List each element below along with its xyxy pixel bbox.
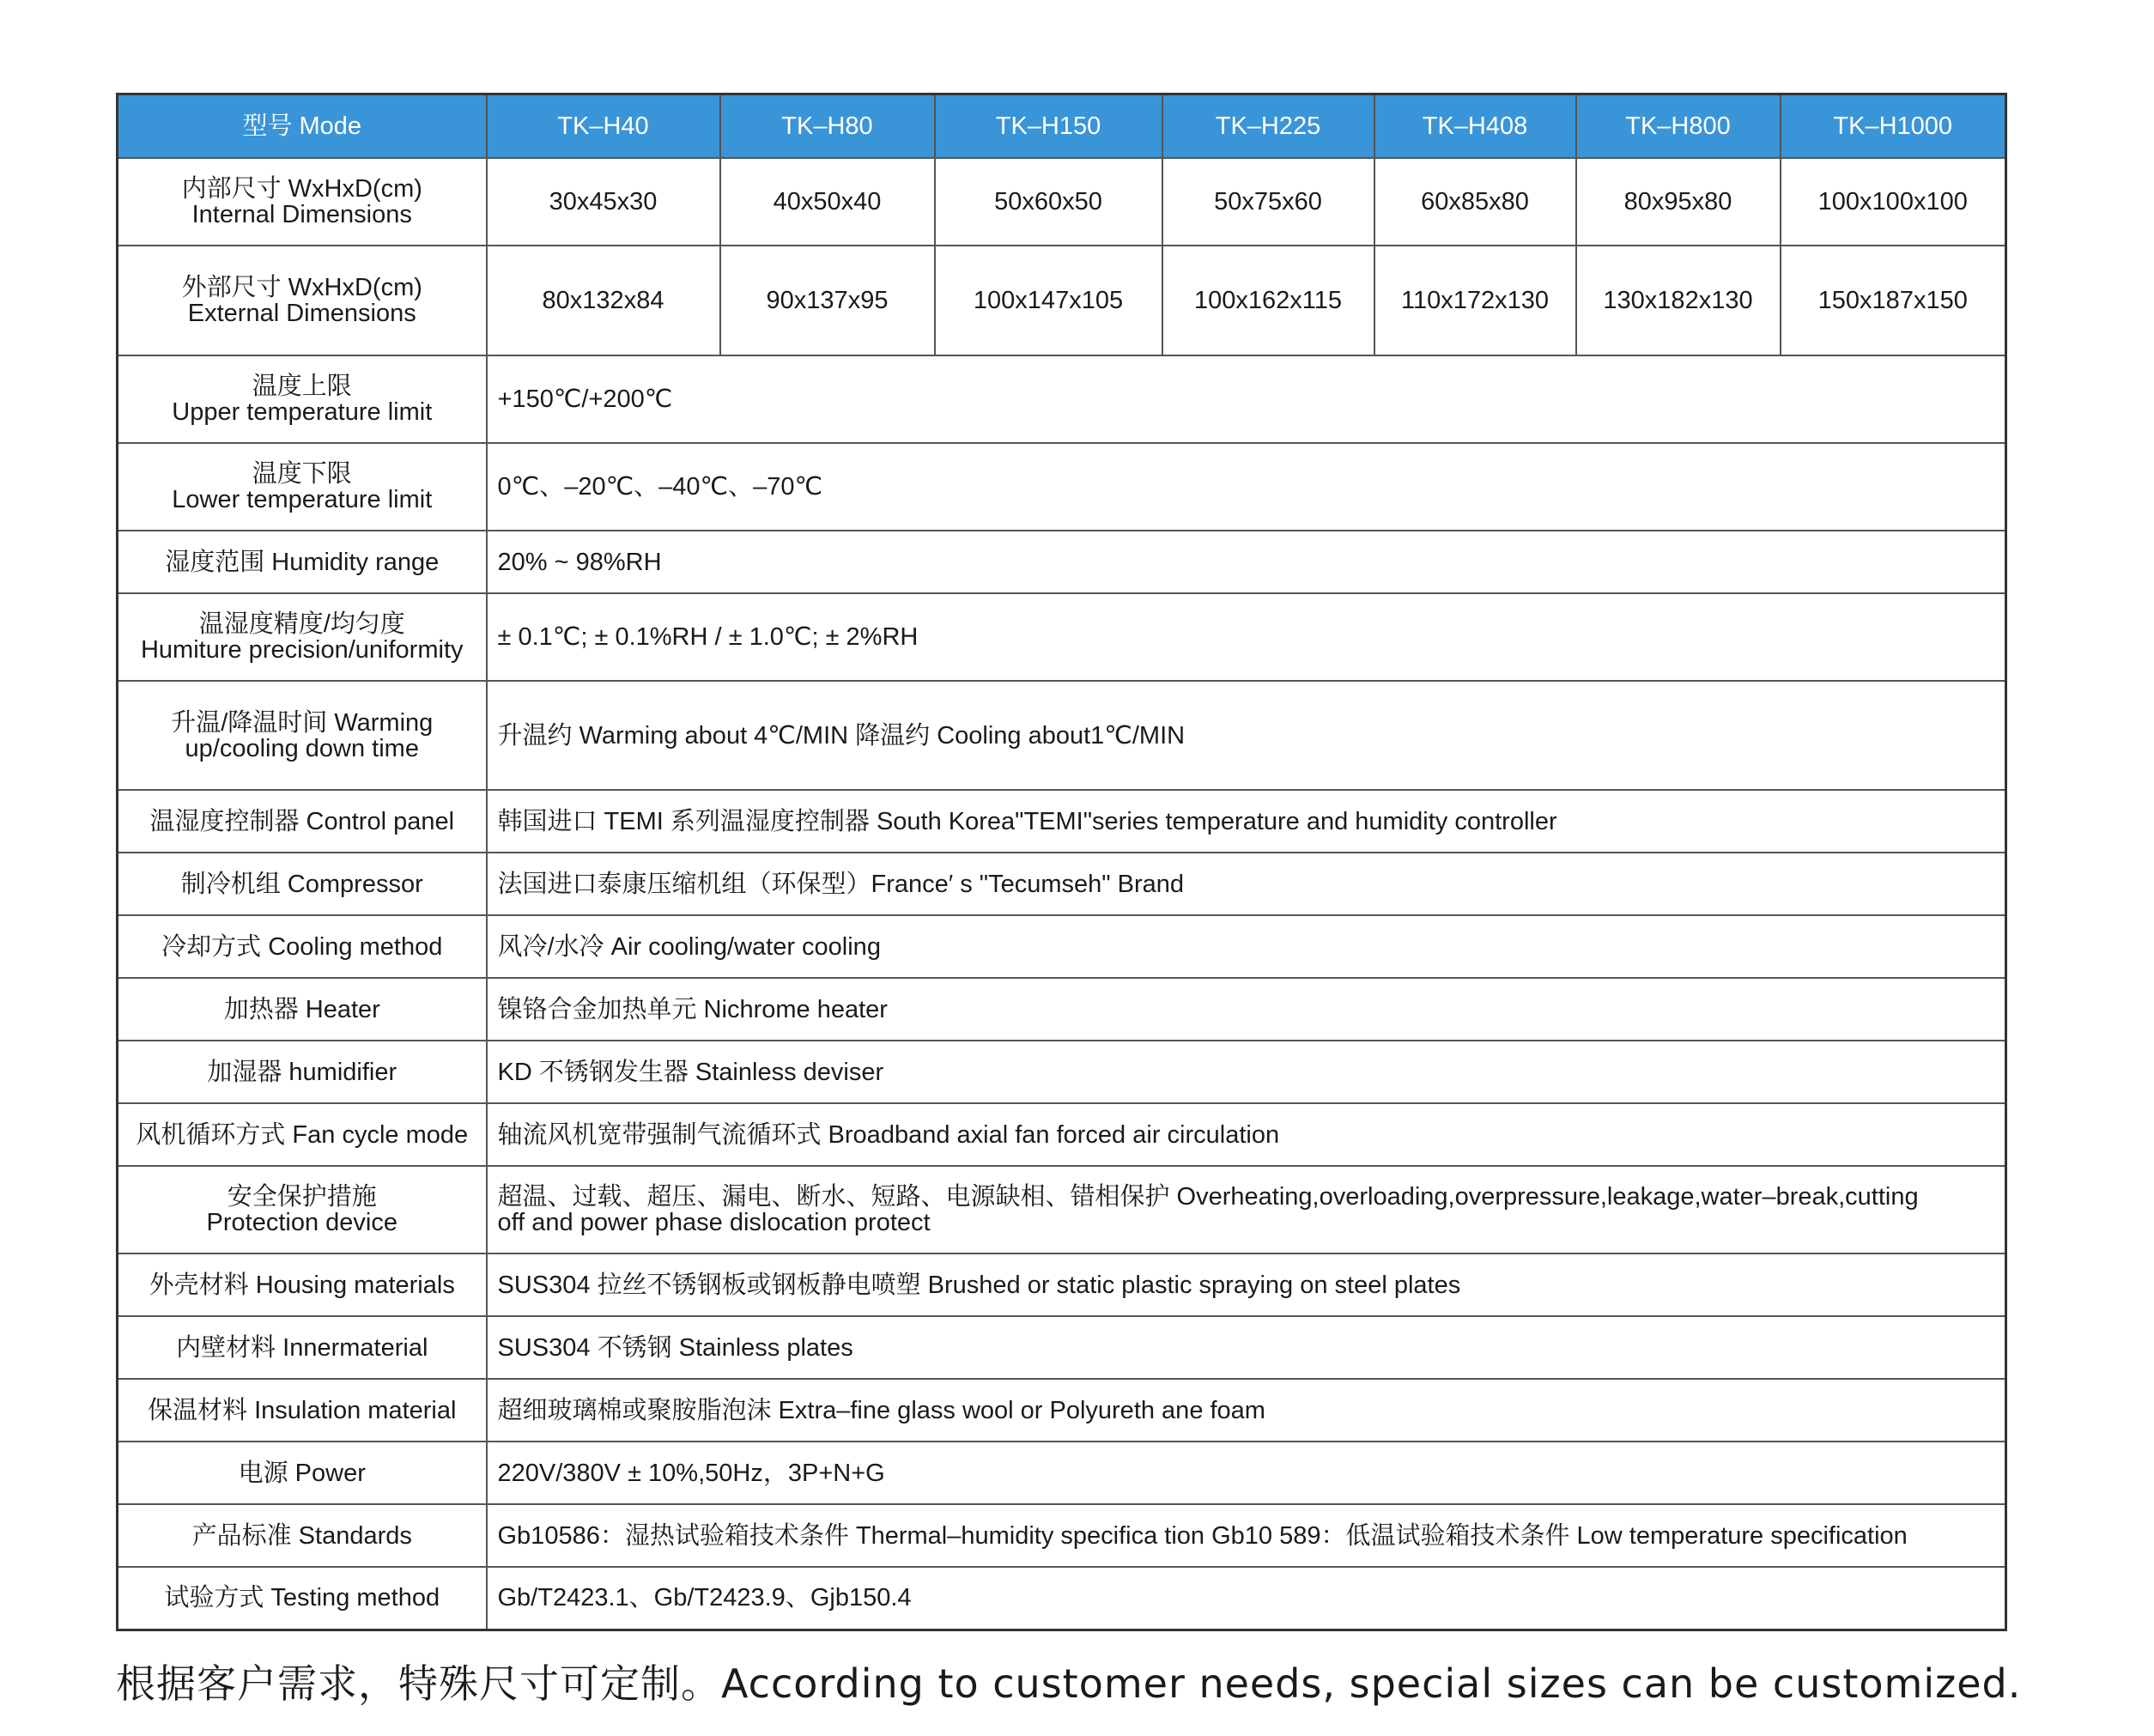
row-label: 外壳材料 Housing materials bbox=[118, 1253, 487, 1316]
row-label: 保温材料 Insulation material bbox=[118, 1379, 487, 1442]
model-header: TK–H80 bbox=[720, 94, 935, 159]
table-row bbox=[118, 355, 2006, 443]
row-label-cn: 安全保护措施 bbox=[227, 1183, 377, 1211]
model-header: TK–H1000 bbox=[1781, 94, 2006, 159]
header-row bbox=[118, 94, 2006, 159]
row-label-en: Protection device bbox=[206, 1209, 397, 1236]
spec-table bbox=[116, 93, 2007, 1631]
row-label-en: Humiture precision/uniformity bbox=[140, 636, 464, 664]
cell-value: 法国进口泰康压缩机组（环保型）France′ s "Tecumseh" Brand bbox=[487, 853, 2006, 915]
cell-value: 80x132x84 bbox=[487, 246, 720, 355]
cell-value: 130x182x130 bbox=[1576, 246, 1781, 355]
table-row bbox=[118, 1041, 2006, 1103]
cell-value: 风冷/水冷 Air cooling/water cooling bbox=[487, 915, 2006, 978]
row-label bbox=[118, 355, 487, 443]
cell-value: ± 0.1℃; ± 0.1%RH / ± 1.0℃; ± 2%RH bbox=[487, 593, 2006, 681]
cell-value: Gb10586：湿热试验箱技术条件 Thermal–humidity specifica tion Gb10 589：低温试验箱技术条件 Low temperature specification bbox=[487, 1504, 2006, 1567]
row-label bbox=[118, 1166, 487, 1253]
table-row bbox=[118, 853, 2006, 915]
table-row bbox=[118, 1103, 2006, 1166]
row-label-en: Internal Dimensions bbox=[191, 201, 412, 228]
row-label: 电源 Power bbox=[118, 1442, 487, 1504]
row-label: 湿度范围 Humidity range bbox=[118, 531, 487, 593]
row-label bbox=[118, 443, 487, 531]
table-row bbox=[118, 790, 2006, 853]
cell-value: 30x45x30 bbox=[487, 158, 720, 246]
cell-value: 100x100x100 bbox=[1781, 158, 2006, 246]
table-row bbox=[118, 1166, 2006, 1253]
table-row bbox=[118, 158, 2006, 246]
row-label: 加湿器 humidifier bbox=[118, 1041, 487, 1103]
row-label-en: External Dimensions bbox=[187, 300, 416, 327]
table-row bbox=[118, 443, 2006, 531]
cell-value: 镍铬合金加热单元 Nichrome heater bbox=[487, 978, 2006, 1041]
cell-value: 升温约 Warming about 4℃/MIN 降温约 Cooling about1℃/MIN bbox=[487, 681, 2006, 790]
row-label: 内壁材料 Innermaterial bbox=[118, 1316, 487, 1379]
table-row bbox=[118, 531, 2006, 593]
row-label: 制冷机组 Compressor bbox=[118, 853, 487, 915]
row-label: 冷却方式 Cooling method bbox=[118, 915, 487, 978]
table-row bbox=[118, 593, 2006, 681]
table-row bbox=[118, 1442, 2006, 1504]
cell-value bbox=[487, 1166, 2006, 1253]
table-row bbox=[118, 1504, 2006, 1567]
table-row bbox=[118, 978, 2006, 1041]
row-label-en: Lower temperature limit bbox=[172, 486, 433, 513]
mode-header: 型号 Mode bbox=[118, 94, 487, 159]
cell-value: Gb/T2423.1、Gb/T2423.9、Gjb150.4 bbox=[487, 1567, 2006, 1630]
row-label-cn: 内部尺寸 WxHxD(cm) bbox=[181, 175, 422, 203]
cell-value: 60x85x80 bbox=[1374, 158, 1576, 246]
cell-value: 90x137x95 bbox=[720, 246, 935, 355]
table-row bbox=[118, 1316, 2006, 1379]
cell-value: 0℃、–20℃、–40℃、–70℃ bbox=[487, 443, 2006, 531]
model-header: TK–H225 bbox=[1162, 94, 1374, 159]
table-row bbox=[118, 1379, 2006, 1442]
row-label: 加热器 Heater bbox=[118, 978, 487, 1041]
row-label-en: up/cooling down time bbox=[185, 734, 419, 762]
cell-value-line: 超温、过载、超压、漏电、断水、短路、电源缺相、错相保护 Overheating,overloading,overpressure,leakage,water–break,cutting bbox=[497, 1183, 1919, 1211]
row-label-cn: 温度下限 bbox=[252, 460, 352, 488]
model-header: TK–H150 bbox=[935, 94, 1162, 159]
row-label bbox=[118, 158, 487, 246]
row-label-cn: 温度上限 bbox=[252, 373, 352, 400]
model-header: TK–H800 bbox=[1576, 94, 1781, 159]
customization-note: 根据客户需求，特殊尺寸可定制。According to customer needs, special sizes can be customized. bbox=[116, 1660, 2022, 1707]
cell-value: SUS304 拉丝不锈钢板或钢板静电喷塑 Brushed or static plastic spraying on steel plates bbox=[487, 1253, 2006, 1316]
cell-value: 100x162x115 bbox=[1162, 246, 1374, 355]
cell-value: 韩国进口 TEMI 系列温湿度控制器 South Korea"TEMI"series temperature and humidity controller bbox=[487, 790, 2006, 853]
row-label bbox=[118, 246, 487, 355]
row-label: 温湿度控制器 Control panel bbox=[118, 790, 487, 853]
row-label bbox=[118, 593, 487, 681]
row-label: 风机循环方式 Fan cycle mode bbox=[118, 1103, 487, 1166]
cell-value: 40x50x40 bbox=[720, 158, 935, 246]
cell-value: SUS304 不锈钢 Stainless plates bbox=[487, 1316, 2006, 1379]
cell-value: 超细玻璃棉或聚胺脂泡沫 Extra–fine glass wool or Polyureth ane foam bbox=[487, 1379, 2006, 1442]
table-row bbox=[118, 681, 2006, 790]
cell-value: 80x95x80 bbox=[1576, 158, 1781, 246]
cell-value-line: off and power phase dislocation protect bbox=[497, 1209, 931, 1236]
row-label-en: Upper temperature limit bbox=[172, 398, 433, 426]
row-label: 试验方式 Testing method bbox=[118, 1567, 487, 1630]
cell-value: 轴流风机宽带强制气流循环式 Broadband axial fan forced air circulation bbox=[487, 1103, 2006, 1166]
table-row bbox=[118, 1567, 2006, 1630]
row-label: 产品标准 Standards bbox=[118, 1504, 487, 1567]
cell-value: 150x187x150 bbox=[1781, 246, 2006, 355]
table-row bbox=[118, 246, 2006, 355]
row-label-cn: 温湿度精度/均匀度 bbox=[198, 610, 405, 638]
row-label bbox=[118, 681, 487, 790]
cell-value: +150℃/+200℃ bbox=[487, 355, 2006, 443]
cell-value: 50x60x50 bbox=[935, 158, 1162, 246]
row-label-cn: 外部尺寸 WxHxD(cm) bbox=[181, 274, 422, 301]
cell-value: 50x75x60 bbox=[1162, 158, 1374, 246]
cell-value: 100x147x105 bbox=[935, 246, 1162, 355]
row-label-cn: 升温/降温时间 Warming bbox=[171, 708, 434, 737]
model-header: TK–H40 bbox=[487, 94, 720, 159]
cell-value: 20% ~ 98%RH bbox=[487, 531, 2006, 593]
table-row bbox=[118, 915, 2006, 978]
cell-value: 110x172x130 bbox=[1374, 246, 1576, 355]
cell-value: 220V/380V ± 10%,50Hz，3P+N+G bbox=[487, 1442, 2006, 1504]
cell-value: KD 不锈钢发生器 Stainless deviser bbox=[487, 1041, 2006, 1103]
spec-sheet bbox=[116, 93, 2005, 1631]
model-header: TK–H408 bbox=[1374, 94, 1576, 159]
table-row bbox=[118, 1253, 2006, 1316]
